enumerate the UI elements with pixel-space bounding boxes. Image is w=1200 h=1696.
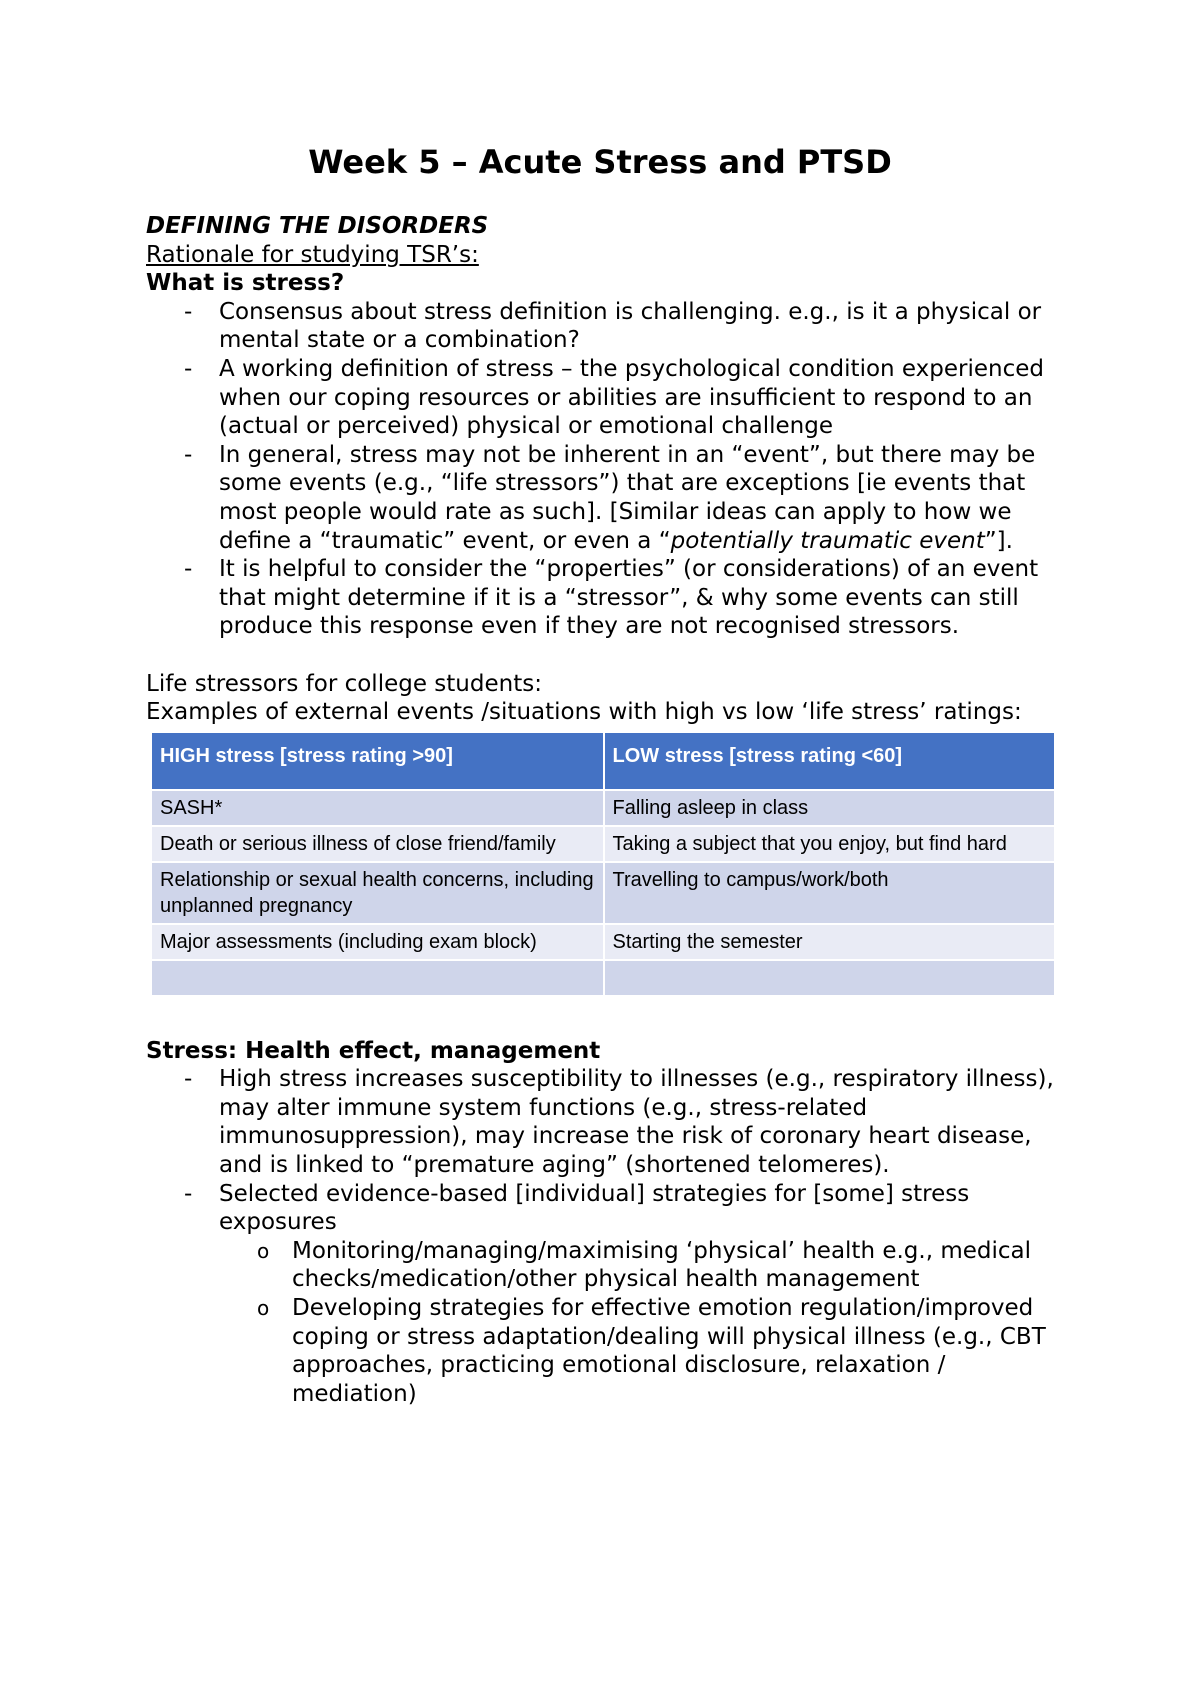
table-row (152, 790, 1055, 826)
life-stressors-line: Life stressors for college students: (146, 670, 542, 697)
bullet-italic-text: potentially traumatic event (670, 527, 985, 554)
bullet-text: - Selected evidence-based [individual] strategies for [some] stress exposures (219, 1180, 970, 1236)
table-row (152, 826, 1055, 862)
table-cell (152, 960, 604, 995)
table-cell: Falling asleep in class (604, 790, 1056, 826)
document-body (146, 212, 1066, 1408)
table-cell: Travelling to campus/work/both (604, 862, 1056, 924)
health-effects-list (146, 1065, 1066, 1408)
list-item: - High stress increases susceptibility to illnesses (e.g., respiratory illness), may alter immune system functions (e.g., stress-related immunosuppression), may increase the risk of coronary heart disease, and is linked to “premature aging” (shortened telomeres). (146, 1065, 1066, 1179)
table-row (152, 960, 1055, 995)
bullet-text: In general, stress may not be inherent in an “event”, but there may be some events (e.g., “life stressors”) that are exceptions [ie events that most people would rate as such]. [Similar ideas can apply to how we define a “traumatic” event, or even a “ (219, 441, 1036, 554)
table-cell: SASH* (152, 790, 604, 826)
strategies-sublist (146, 1237, 1066, 1409)
table-cell: Taking a subject that you enjoy, but find hard (604, 826, 1056, 862)
stress-ratings-table (152, 733, 1056, 995)
list-item (146, 1180, 1066, 1409)
section-heading-defining: DEFINING THE DISORDERS (146, 213, 489, 239)
table-cell: Starting the semester (604, 924, 1056, 960)
list-item: - A working definition of stress – the psychological condition experienced when our coping resources or abilities are insufficient to respond to an (actual or perceived) physical or emotional challenge (146, 355, 1066, 441)
stress-table-wrapper (152, 733, 1056, 995)
list-item: - Consensus about stress definition is challenging. e.g., is it a physical or mental state or a combination? (146, 298, 1066, 355)
table-cell: Major assessments (including exam block) (152, 924, 604, 960)
page-title: Week 5 – Acute Stress and PTSD (308, 143, 892, 181)
table-row (152, 924, 1055, 960)
sublist-item: o Monitoring/managing/maximising ‘physical’ health e.g., medical checks/medication/other physical health management (219, 1237, 1066, 1294)
header-high-stress: HIGH stress [stress rating >90] (152, 733, 604, 790)
subheading-rationale: Rationale for studying TSR’s: (146, 241, 479, 268)
sublist-item: o Developing strategies for effective emotion regulation/improved coping or stress adaptation/dealing will physical illness (e.g., CBT approaches, practicing emotional disclosure, relaxation / mediation) (219, 1294, 1066, 1408)
stress-definition-list (146, 298, 1066, 641)
table-cell (604, 960, 1056, 995)
header-low-stress: LOW stress [stress rating <60] (604, 733, 1056, 790)
life-stressors-examples: Examples of external events /situations with high vs low ‘life stress’ ratings: (146, 699, 1022, 726)
list-item: - It is helpful to consider the “properties” (or considerations) of an event that might determine if it is a “stressor”, & why some events can still produce this response even if they are not recognised stressors. (146, 555, 1066, 641)
table-cell: Death or serious illness of close friend/family (152, 826, 604, 862)
question-what-is-stress: What is stress? (146, 270, 345, 297)
section-heading-health: Stress: Health effect, management (146, 1037, 601, 1064)
bullet-text-end: ”]. (984, 527, 1013, 554)
table-header-row (152, 733, 1055, 790)
table-cell: Relationship or sexual health concerns, including unplanned pregnancy (152, 862, 604, 924)
table-row (152, 862, 1055, 924)
list-item (146, 441, 1066, 555)
